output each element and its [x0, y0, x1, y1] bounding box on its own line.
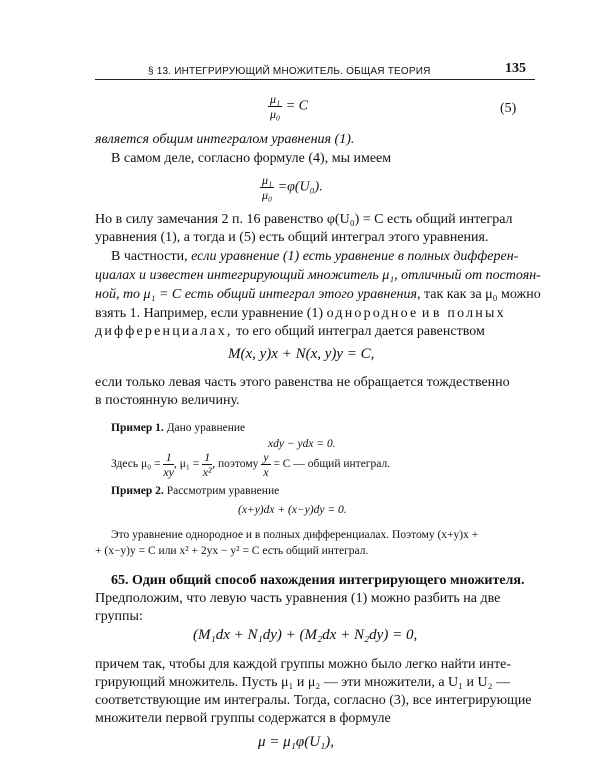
example-2-line: Это уравнение однородное и в полных дифференциалах. Поэтому (x+y)x +	[111, 529, 479, 541]
formula-m: M(x, y)x + N(x, y)y = C,	[228, 346, 375, 362]
denominator: xy	[163, 465, 175, 479]
example-1-heading	[111, 420, 245, 436]
example-label: Пример 2.	[111, 485, 164, 497]
example-text: Дано уравнение	[166, 422, 246, 434]
paragraph-line: Но в силу замечания 2 п. 16 равенство φ(U₀) = C есть общий интеграл	[95, 212, 513, 227]
numerator: 1	[163, 450, 174, 465]
formula-groups: (M₁dx + N₁dy) + (M₂dx + N₂dy) = 0,	[193, 627, 418, 643]
denominator: μ₀	[270, 107, 281, 121]
page-number: 135	[505, 61, 526, 76]
denominator: x	[263, 465, 269, 479]
paragraph-line: соответствующие им интегралы. Тогда, согласно (3), все интегрирующие	[95, 693, 532, 708]
spaced-span: в полных	[432, 306, 506, 321]
paragraph-line	[95, 322, 485, 341]
example-2-line: + (x−y)y = C или x² + 2yx − y² = C есть общий интеграл.	[95, 545, 369, 557]
example-text: Рассмотрим уравнение	[166, 485, 280, 497]
running-header: § 13. ИНТЕГРИРУЮЩИЙ МНОЖИТЕЛЬ. ОБЩАЯ ТЕОРИЯ	[148, 66, 431, 77]
example-2-heading	[111, 483, 279, 499]
fraction-2	[202, 450, 212, 479]
paragraph-line: грирующий множитель. Пусть μ₁ и μ₂ — эти множители, а U₁ и U₂ —	[95, 675, 511, 690]
denominator: μ₀	[262, 188, 273, 202]
paragraph-line: является общим интегралом уравнения (1).	[95, 132, 355, 147]
fraction-1	[163, 450, 174, 479]
formula-rhs: =φ(U₀).	[277, 179, 323, 195]
text-span: , поэтому	[212, 458, 259, 471]
text-span: и	[418, 306, 433, 321]
formula-5	[268, 92, 308, 121]
fraction-3	[261, 450, 270, 479]
paragraph-line: если только левая часть этого равенства не обращается тождественно	[95, 375, 510, 390]
fraction	[260, 173, 274, 202]
formula-rhs: = C	[285, 98, 308, 114]
text-span: = C — общий интеграл.	[273, 458, 391, 471]
paragraph-line: циалах и известен интегрирующий множитель μ₁, отличный от постоян-	[95, 268, 541, 283]
fraction	[268, 92, 282, 121]
numerator: μ₁	[262, 173, 273, 187]
formula-final: μ = μ₁φ(U₁),	[258, 734, 334, 750]
section-65-title: 65. Один общий способ нахождения интегрирующего множителя.	[111, 573, 525, 588]
paragraph-line	[95, 304, 506, 323]
text-span: Здесь μ₀ =	[111, 458, 161, 471]
italic-span: если уравнение (1) есть уравнение в полных дифферен-	[191, 249, 519, 264]
italic-span: ной, то μ₁ = C есть общий интеграл этого уравнения,	[95, 287, 421, 302]
spaced-span: дифференциалах,	[95, 324, 233, 339]
example-1-solution	[111, 450, 390, 479]
numerator: 1	[204, 450, 211, 464]
paragraph-line: в постоянную величину.	[95, 393, 240, 408]
numerator: μ₁	[270, 92, 281, 106]
text-span: , μ₁ =	[174, 458, 200, 471]
example-label: Пример 1.	[111, 422, 164, 434]
paragraph-line: уравнения (1), а тогда и (5) есть общий интеграл этого уравнения.	[95, 230, 489, 245]
spaced-span: однородное	[326, 306, 419, 321]
example-1-equation: xdy − ydx = 0.	[268, 438, 336, 450]
text-span: так как за μ₀ можно	[420, 287, 541, 302]
header-rule	[95, 79, 535, 80]
paragraph-line: множители первой группы содержатся в формуле	[95, 711, 391, 726]
paragraph-line	[111, 247, 518, 266]
numerator: y	[263, 450, 269, 464]
example-2-equation: (x+y)dx + (x−y)dy = 0.	[238, 504, 347, 516]
paragraph-line: причем так, чтобы для каждой группы можно было легко найти инте-	[95, 657, 512, 672]
text-span: взять 1. Например, если уравнение (1)	[95, 306, 327, 321]
paragraph-line: В самом деле, согласно формуле (4), мы имеем	[111, 151, 392, 166]
paragraph-line: группы:	[95, 609, 143, 624]
text-span: то его общий интеграл дается равенством	[232, 324, 485, 339]
paragraph-line	[95, 285, 541, 304]
paragraph-line: Предположим, что левую часть уравнения (1) можно разбить на две	[95, 591, 501, 606]
formula-phi	[260, 173, 323, 202]
text-span: В частности,	[111, 249, 192, 264]
equation-label-5: (5)	[500, 101, 517, 116]
denominator: x²	[202, 465, 212, 479]
